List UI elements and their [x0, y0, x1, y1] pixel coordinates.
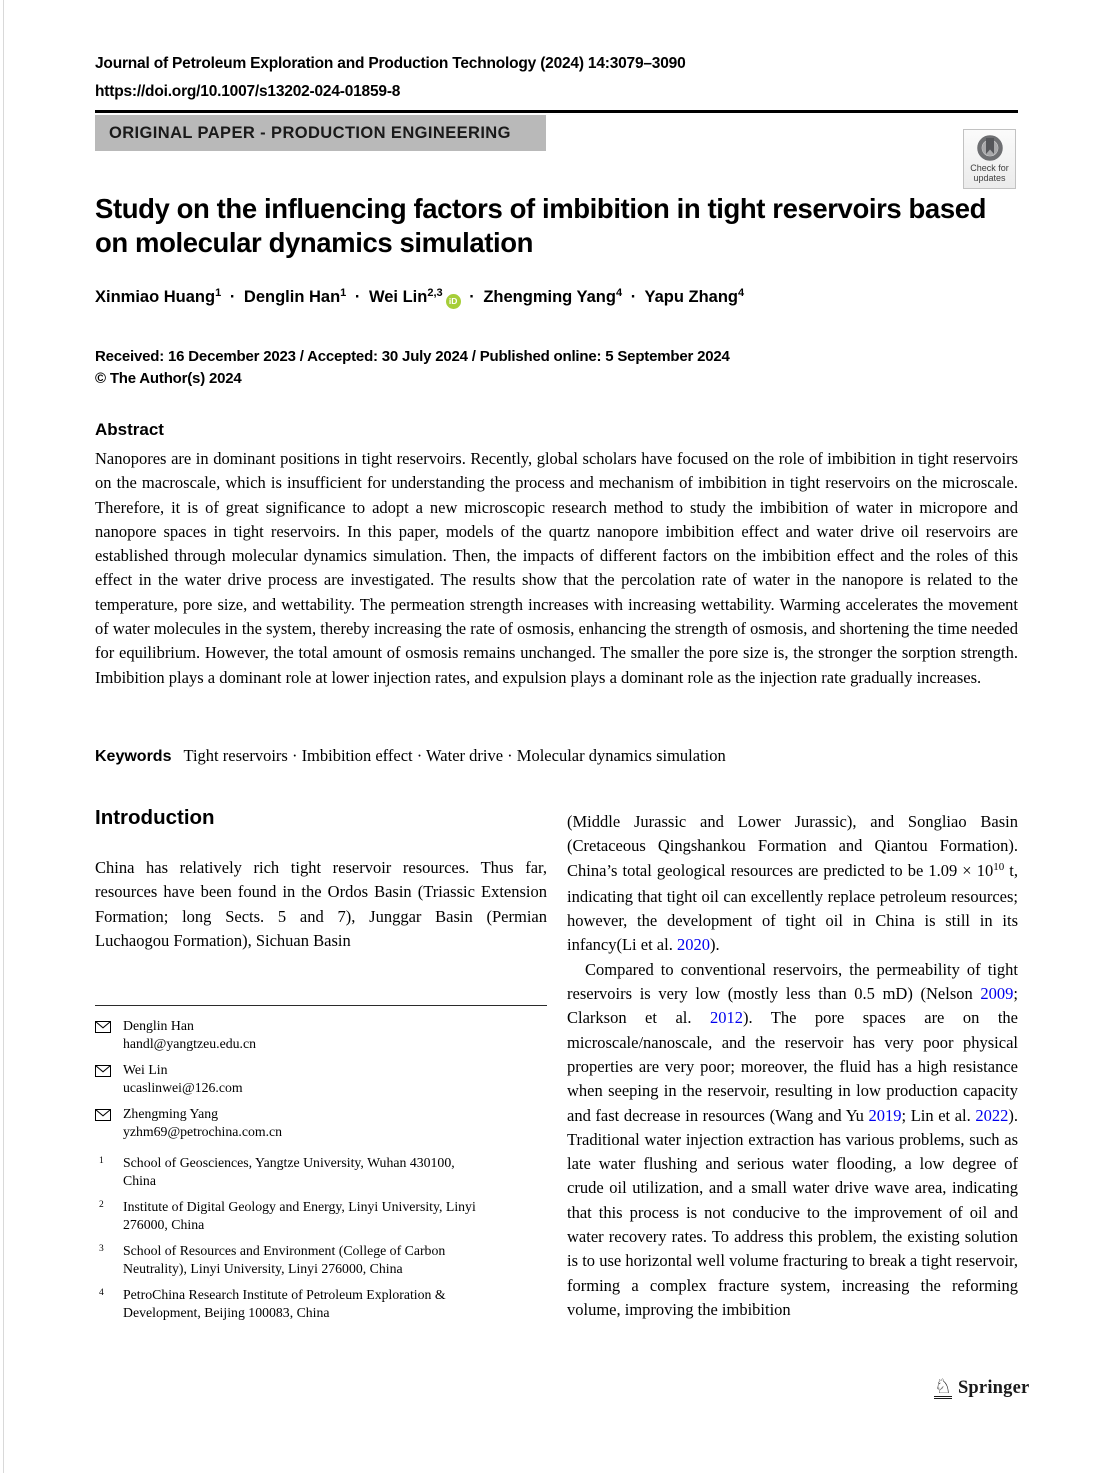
envelope-icon	[95, 1017, 123, 1052]
text-segment: ). The pore spaces are on the microscale/nanoscale, and the reservoir has very poor physical properties are very poor; moreover, the fluid has a high resistance when seeping in the reservoir, resulting in low production capacity and fast decrease in resources (Wang and Yu	[567, 1008, 1018, 1125]
corresponding-author	[95, 1105, 547, 1140]
keywords-items: Tight reservoirs · Imbibition effect · Water drive · Molecular dynamics simulation	[183, 746, 726, 765]
citation-link[interactable]: 2020	[676, 935, 710, 955]
text-segment: ; Lin et al.	[901, 1105, 976, 1125]
header-rule	[95, 110, 1018, 113]
abstract-heading: Abstract	[95, 420, 164, 439]
article-history	[95, 346, 730, 390]
check-for-updates-badge[interactable]	[963, 129, 1016, 189]
author: Zhengming Yang$^4$	[483, 287, 623, 306]
corresponding-authors	[95, 1017, 547, 1140]
text-segment: (Middle Jurassic and Lower Jurassic), and Songliao Basin (Cretaceous Qingshankou Formation and Qiantou Formation). China’s total geological resources are predicted to be 1.09 × 10	[567, 812, 1018, 880]
intro-paragraph: China has relatively rich tight reservoir resources. Thus far, resources have been found in the Ordos Basin (Triassic Extension Formation; long Sects. 5 and 7), Junggar Basin (Permian Luchaogou Formation), Sichuan Basin	[95, 858, 547, 950]
contact-email: ucaslinwei@126.com	[123, 1079, 243, 1095]
right-column	[567, 810, 1018, 1352]
affiliation: 1 School of Geosciences, Yangtze University, Wuhan 430100, China	[95, 1154, 547, 1189]
orcid-icon[interactable]: iD	[446, 294, 461, 309]
text-segment: Compared to conventional reservoirs, the permeability of tight reservoirs is very low (mostly less than 0.5 mD) (Nelson	[567, 959, 1018, 1004]
journal-title: Journal of Petroleum Exploration and Production Technology (2024) 14:3079–3090	[95, 55, 686, 72]
text-segment: ).	[709, 935, 720, 955]
abstract-text: Nanopores are in dominant positions in tight reservoirs. Recently, global scholars have focused on the role of imbibition in tight reservoirs on the macroscale, which is insufficient for understanding the process and mechanism of imbibition in tight reservoirs on the microscale. Therefore, it is of great significance to adopt a new microscopic research method to study the imbibition of water in micropore and nanopore spaces in tight reservoirs. In this paper, models of the quartz nanopore imbibition effect and water drive oil reservoirs are established through molecular dynamics simulation. Then, the impacts of different factors on the imbibition effect and the roles of this effect in the water drive process are investigated. The results show that the percolation rate of water in the nanopore is related to the temperature, pore size, and wettability. The permeation strength increases with increasing wettability. Warming accelerates the movement of water molecules in the system, thereby increasing the rate of osmosis, enhancing the strength of osmosis, and shortening the time needed for equilibrium. However, the total amount of osmosis remains unchanged. The smaller the pore size is, the stronger the sorption strength. Imbibition plays a dominant role at lower injection rates, and expulsion plays a dominant role as the injection rate gradually increases.	[95, 449, 1018, 687]
left-column	[95, 806, 547, 1352]
text-segment: t, indicating that tight oil can excellently replace petroleum resources; however, the development of tight oil in China is still in its infancy(Li et al.	[567, 860, 1018, 955]
author: Yapu Zhang$^4$	[644, 287, 745, 306]
author: Xinmiao Huang$^1$	[95, 287, 222, 306]
doi-link[interactable]: https://doi.org/10.1007/s13202-024-01859-8	[95, 83, 401, 100]
text-segment: ). Traditional water injection extraction has various problems, such as late water flushing and serious water flooding, a low degree of crude oil utilization, and a small water drive wave area, indicating that this process is not conducive to the improvement of oil and water recovery rates. To address this problem, the existing solution is to use horizontal well volume fracturing to break a tight reservoir, forming a complex fracture system, increasing the reforming volume, improving the imbibition	[567, 1105, 1018, 1319]
citation-link[interactable]: 2009	[980, 984, 1014, 1004]
keywords-label: Keywords	[95, 748, 172, 765]
affiliations	[95, 1154, 547, 1321]
springer-logo	[934, 1376, 1029, 1399]
contact-name: Zhengming Yang	[123, 1106, 219, 1121]
keywords-line	[95, 746, 726, 766]
text-segment: 10	[993, 860, 1005, 873]
article-type-banner	[95, 115, 546, 151]
history-line: Received: 16 December 2023 / Accepted: 30 July 2024 / Published online: 5 September 2024	[95, 348, 730, 365]
body-paragraph	[567, 810, 1018, 958]
citation-link[interactable]: 2012	[709, 1008, 743, 1028]
publisher-name: Springer	[957, 1378, 1030, 1398]
springer-knight-icon: ♘	[934, 1374, 952, 1398]
window-edge-line	[3, 0, 4, 1473]
contact-email: handl@yangtzeu.edu.cn	[123, 1035, 256, 1051]
citation-link[interactable]: 2019	[868, 1105, 902, 1125]
introduction-section	[95, 806, 547, 1005]
affiliation-text: School of Resources and Environment (College of Carbon Neutrality), Linyi University, Linyi 276000, China	[123, 1243, 446, 1276]
contact-name: Wei Lin	[123, 1062, 168, 1077]
crossmark-icon	[976, 134, 1004, 162]
body-paragraph	[567, 958, 1018, 1322]
envelope-icon	[95, 1105, 123, 1140]
affiliation: 2 Institute of Digital Geology and Energy, Linyi University, Linyi 276000, China	[99, 1199, 476, 1232]
affiliation-text: School of Geosciences, Yangtze University, Wuhan 430100, China	[123, 1155, 455, 1188]
affiliation: 3 School of Resources and Environment (College of Carbon Neutrality), Linyi University, Linyi 276000, China	[95, 1242, 547, 1277]
check-for-updates-label: Check for updates	[970, 163, 1009, 183]
article-type-label: ORIGINAL PAPER - PRODUCTION ENGINEERING	[109, 123, 511, 142]
copyright-line: © The Author(s) 2024	[95, 370, 242, 387]
paper-title: Study on the influencing factors of imbibition in tight reservoirs based on molecular dynamics simulation	[95, 193, 987, 258]
corresponding-author	[95, 1061, 547, 1096]
author: Denglin Han$^1$	[243, 287, 347, 306]
contact-name: Denglin Han	[123, 1018, 194, 1033]
footnotes	[95, 1005, 547, 1330]
citation-link[interactable]: 2022	[975, 1105, 1009, 1125]
corresponding-author	[95, 1017, 547, 1052]
affiliation-text: PetroChina Research Institute of Petroleum Exploration & Development, Beijing 100083, China	[123, 1287, 446, 1320]
author-list: Xinmiao Huang$^1$ · Denglin Han$^1$ · Wei Lin$^{2,3}$iD · Zhengming Yang$^4$ · Yapu Zhang$^4$	[95, 288, 744, 309]
envelope-icon	[95, 1061, 123, 1096]
affiliation-text: Institute of Digital Geology and Energy, Linyi University, Linyi 276000, China	[123, 1199, 476, 1232]
journal-header	[95, 50, 686, 106]
text-segment: ; Clarkson et al.	[567, 984, 1018, 1028]
author: Wei Lin$^{2,3}$	[368, 287, 443, 306]
contact-email: yzhm69@petrochina.com.cn	[123, 1123, 283, 1139]
affiliation: 4 PetroChina Research Institute of Petroleum Exploration & Development, Beijing 100083, China	[95, 1286, 547, 1321]
two-column-body	[95, 806, 1018, 1352]
introduction-heading: Introduction	[95, 806, 215, 829]
